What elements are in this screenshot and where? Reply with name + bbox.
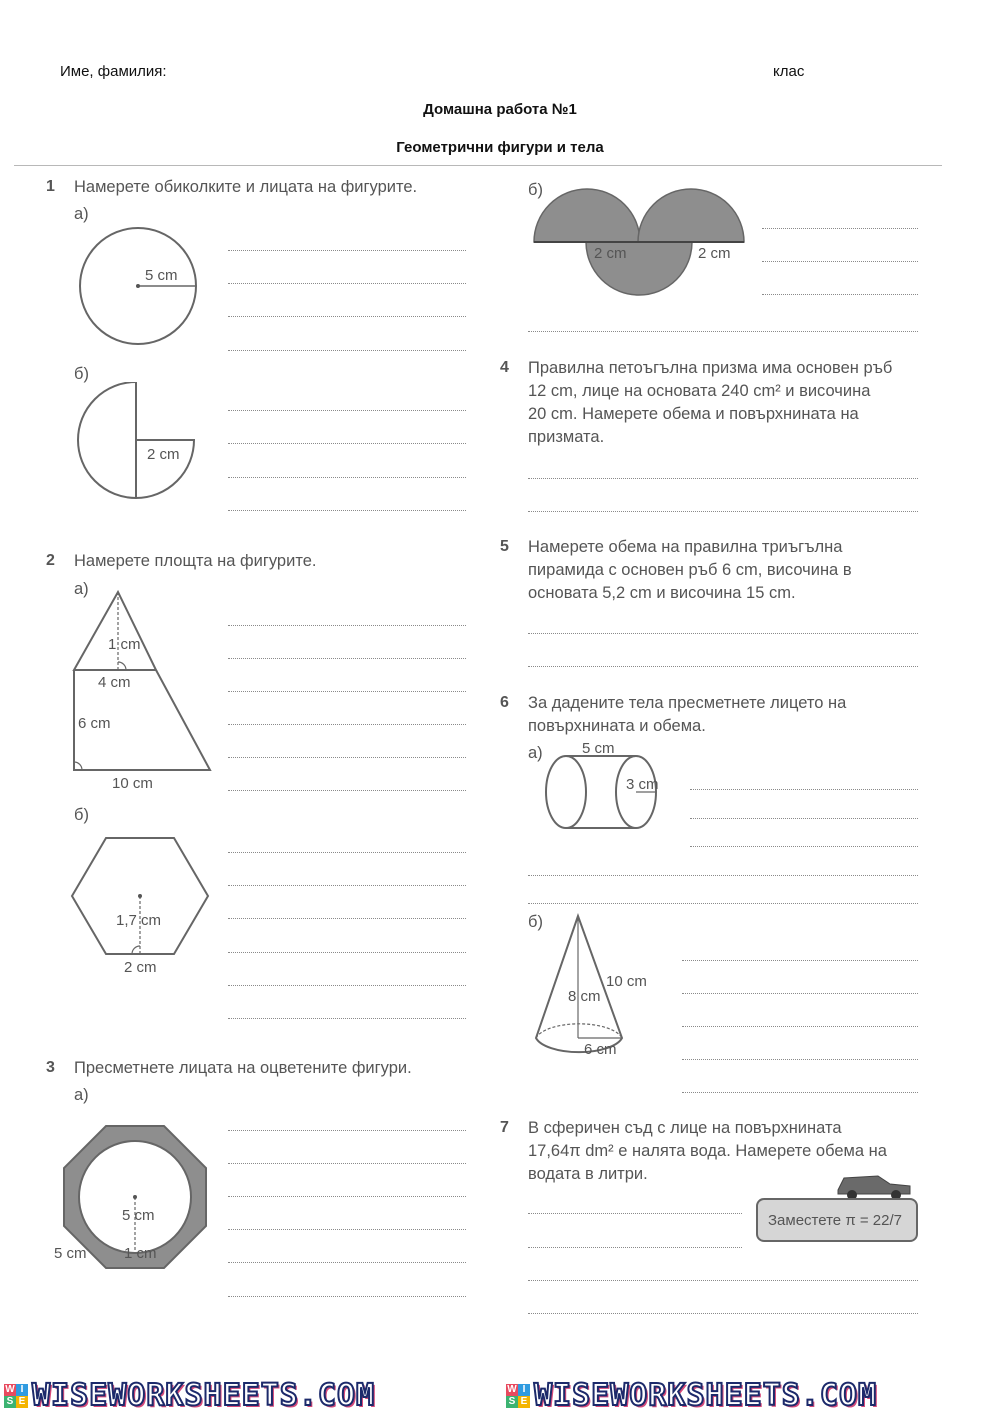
task-6-text-line1: За дадените тела пресметнете лицето на xyxy=(528,694,847,712)
octagon-ring-figure xyxy=(50,1120,220,1270)
page-subtitle: Геометрични фигури и тела xyxy=(396,139,604,156)
cone-figure xyxy=(528,912,678,1072)
circle-radius-label: 5 cm xyxy=(145,267,178,284)
answer-line[interactable] xyxy=(228,625,466,626)
task-2-text: Намерете площта на фигурите. xyxy=(74,552,317,570)
class-label: клас xyxy=(773,63,805,80)
task-1-text: Намерете обиколките и лицата на фигурите. xyxy=(74,178,418,196)
answer-line[interactable] xyxy=(228,852,466,853)
svg-text:5 cm: 5 cm xyxy=(122,1207,155,1224)
task-4-text-line1: Правилна петоъгълна призма има основен ръб xyxy=(528,359,893,377)
task-5-text-line1: Намерете обема на правилна триъгълна xyxy=(528,538,843,556)
answer-line[interactable] xyxy=(228,790,466,791)
answer-line[interactable] xyxy=(682,1092,918,1093)
svg-text:6 cm: 6 cm xyxy=(584,1041,617,1058)
wise-logo-icon: W I S E xyxy=(506,1384,530,1408)
answer-line[interactable] xyxy=(228,283,466,284)
task-1b-right-label: б) xyxy=(528,181,543,199)
task-7-text-line1: В сферичен съд с лице на повърхнината xyxy=(528,1119,842,1137)
task-1a-label: а) xyxy=(74,205,89,223)
answer-line[interactable] xyxy=(228,316,466,317)
answer-line[interactable] xyxy=(682,1059,918,1060)
task-6a-label: а) xyxy=(528,744,543,762)
answer-line[interactable] xyxy=(528,666,918,667)
answer-line[interactable] xyxy=(528,478,918,479)
answer-line[interactable] xyxy=(228,658,466,659)
task-5-number: 5 xyxy=(500,538,509,555)
svg-text:2 cm: 2 cm xyxy=(594,245,627,262)
two-semicircles-figure xyxy=(530,180,750,300)
svg-text:2 cm: 2 cm xyxy=(147,446,180,463)
answer-line[interactable] xyxy=(528,1280,918,1281)
answer-line[interactable] xyxy=(228,952,466,953)
answer-line[interactable] xyxy=(528,1313,918,1314)
task-4-number: 4 xyxy=(500,359,509,376)
svg-text:10 cm: 10 cm xyxy=(606,973,647,990)
task-2b-label: б) xyxy=(74,806,89,824)
task-3-text: Пресметнете лицата на оцветените фигури. xyxy=(74,1059,412,1077)
answer-line[interactable] xyxy=(528,633,918,634)
answer-line[interactable] xyxy=(228,443,466,444)
answer-line[interactable] xyxy=(690,818,918,819)
answer-line[interactable] xyxy=(228,757,466,758)
answer-line[interactable] xyxy=(228,1196,466,1197)
answer-line[interactable] xyxy=(228,918,466,919)
svg-text:1,7 cm: 1,7 cm xyxy=(116,912,162,929)
svg-text:2 cm: 2 cm xyxy=(698,245,731,262)
answer-line[interactable] xyxy=(228,1262,466,1263)
answer-line[interactable] xyxy=(228,1018,466,1019)
answer-line[interactable] xyxy=(228,985,466,986)
answer-line[interactable] xyxy=(228,510,466,511)
header-divider xyxy=(14,165,942,166)
circle-figure xyxy=(70,222,210,352)
task-6b-label: б) xyxy=(528,913,543,931)
svg-text:6 cm: 6 cm xyxy=(78,715,111,732)
answer-line[interactable] xyxy=(762,294,918,295)
task-3a-label: а) xyxy=(74,1086,89,1104)
task-2a-label: а) xyxy=(74,580,89,598)
footer-brand-text: WISEWORKSHEETS.COM xyxy=(32,1378,376,1413)
answer-line[interactable] xyxy=(228,1130,466,1131)
footer-brand-text: WISEWORKSHEETS.COM xyxy=(534,1378,878,1413)
svg-text:10 cm: 10 cm xyxy=(112,775,153,792)
answer-line[interactable] xyxy=(528,903,918,904)
answer-line[interactable] xyxy=(228,691,466,692)
triangle-trapezoid-figure xyxy=(70,588,220,793)
svg-text:1 cm: 1 cm xyxy=(108,636,141,653)
answer-line[interactable] xyxy=(528,1247,742,1248)
name-label: Име, фамилия: xyxy=(60,63,167,80)
answer-line[interactable] xyxy=(682,1026,918,1027)
task-7-text-line2: 17,64π dm² е налята вода. Намерете обема на xyxy=(528,1142,887,1160)
task-7-text-line3: водата в литри. xyxy=(528,1165,648,1183)
hint-box: Заместете π = 22/7 xyxy=(756,1198,918,1242)
task-6-number: 6 xyxy=(500,694,509,711)
answer-line[interactable] xyxy=(228,1229,466,1230)
task-5-text-line3: основата 5,2 cm и височина 15 cm. xyxy=(528,584,796,602)
task-4-text-line3: 20 cm. Намерете обема и повърхнината на xyxy=(528,405,859,423)
svg-text:2 cm: 2 cm xyxy=(124,959,157,976)
answer-line[interactable] xyxy=(228,410,466,411)
cylinder-figure xyxy=(542,738,672,838)
answer-line[interactable] xyxy=(528,875,918,876)
task-5-text-line2: пирамида с основен ръб 6 cm, височина в xyxy=(528,561,852,579)
hexagon-figure xyxy=(70,832,215,977)
wise-logo-icon: W I S E xyxy=(4,1384,28,1408)
task-1-number: 1 xyxy=(46,178,55,195)
answer-line[interactable] xyxy=(228,350,466,351)
svg-text:5 cm: 5 cm xyxy=(582,740,615,757)
answer-line[interactable] xyxy=(528,331,918,332)
page-title: Домашна работа №1 xyxy=(423,101,577,118)
answer-line[interactable] xyxy=(228,250,466,251)
svg-text:1 cm: 1 cm xyxy=(124,1245,157,1262)
three-quarter-circle-figure xyxy=(74,382,204,507)
answer-line[interactable] xyxy=(690,846,918,847)
answer-line[interactable] xyxy=(762,228,918,229)
answer-line[interactable] xyxy=(228,885,466,886)
answer-line[interactable] xyxy=(762,261,918,262)
answer-line[interactable] xyxy=(690,789,918,790)
answer-line[interactable] xyxy=(528,511,918,512)
answer-line[interactable] xyxy=(682,960,918,961)
task-2-number: 2 xyxy=(46,552,55,569)
answer-line[interactable] xyxy=(228,1163,466,1164)
svg-text:4 cm: 4 cm xyxy=(98,674,131,691)
task-7-number: 7 xyxy=(500,1119,509,1136)
svg-text:8 cm: 8 cm xyxy=(568,988,601,1005)
task-6-text-line2: повърхнината и обема. xyxy=(528,717,706,735)
task-4-text-line4: призмата. xyxy=(528,428,605,446)
answer-line[interactable] xyxy=(528,1213,742,1214)
answer-line[interactable] xyxy=(228,1296,466,1297)
svg-text:5 cm: 5 cm xyxy=(54,1245,87,1262)
answer-line[interactable] xyxy=(682,993,918,994)
footer-brand-left xyxy=(4,1378,375,1413)
answer-line[interactable] xyxy=(228,724,466,725)
svg-text:3 cm: 3 cm xyxy=(626,776,659,793)
task-3-number: 3 xyxy=(46,1059,55,1076)
task-4-text-line2: 12 cm, лице на основата 240 cm² и височина xyxy=(528,382,871,400)
answer-line[interactable] xyxy=(228,477,466,478)
footer-brand-right xyxy=(506,1378,877,1413)
task-1b-label: б) xyxy=(74,365,89,383)
